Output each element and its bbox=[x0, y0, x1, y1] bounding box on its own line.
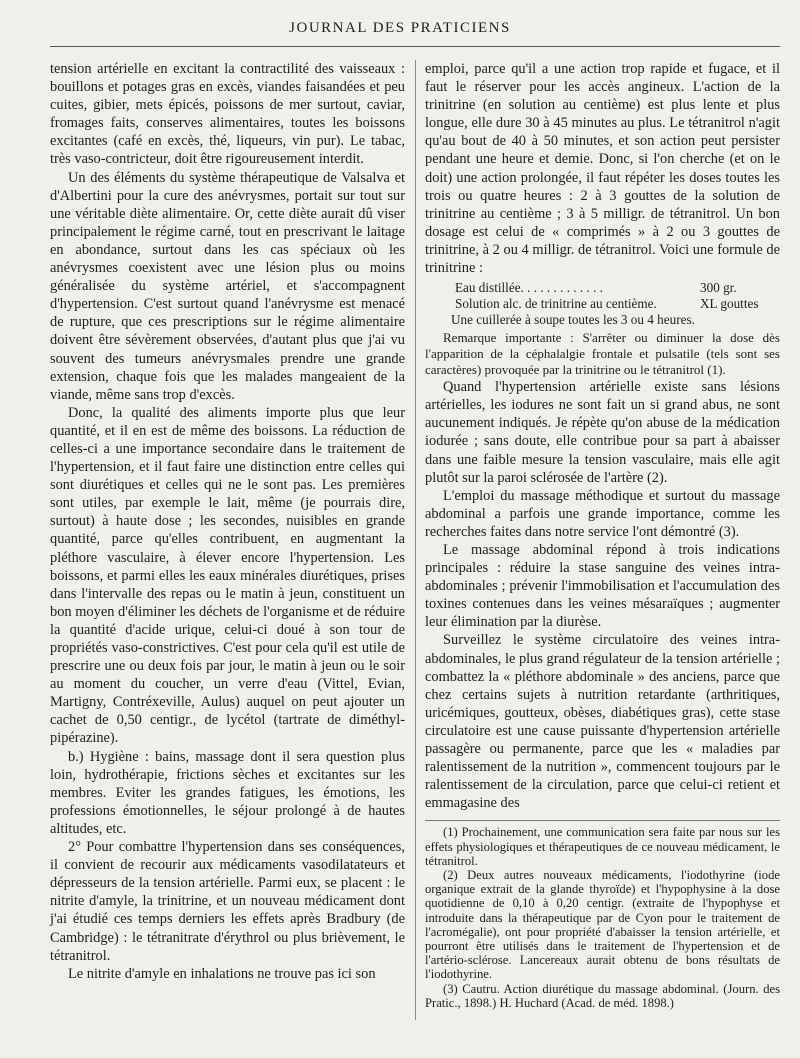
paragraph: b.) Hygiène : bains, massage dont il sera question plus loin, hydrothérapie, frictions sèches et excitantes sur les membres. Eviter les grandes fatigues, les émotions, les professions émotionnelles, le séjour prolongé à de hautes altitudes, etc. bbox=[50, 748, 405, 837]
paragraph: L'emploi du massage méthodique et surtout du massage abdominal a parfois une grande importance, comme les recherches faites dans notre service l'ont démontré (3). bbox=[425, 487, 780, 540]
paragraph: emploi, parce qu'il a une action trop rapide et fugace, et il faut le réserver pour les accès angineux. L'action de la trinitrine (en solution au centième) est plus lente et plus longue, elle dure 30 à 45 minutes au plus. Le tétranitrol n'agit qu'au bout de 40 à 50 minutes, et son action peut persister pendant une heure et demie. Donc, si l'on cherche (et on le doit) une action prolongée, il faut répéter les doses toutes les trois ou quatre heures : 2 à 3 gouttes de la solution de trinitrine au centième ; 3 à 5 milligr. de tétranitrol. Un bon dosage est celui de « comprimés » à 2 ou 3 gouttes de trinitrine, à 2 ou 4 milligr. de tétranitrol. Voici une formule de trinitrine : bbox=[425, 61, 780, 277]
footnote-rule bbox=[425, 820, 780, 821]
column-divider bbox=[415, 60, 416, 1020]
paragraph: tension artérielle en excitant la contractilité des vaisseaux : bouillons et potages gras en excès, viandes faisandées et peu cuites, gibier, mets épicés, poissons de mer surtout, caviar, fromages faits, conserves alimentaires, toutes les boissons excitantes (café en excès, thé, liqueurs, vin pur). Le tabac, très vaso-contricteur, doit être rigoureusement interdit. bbox=[50, 61, 405, 168]
prescription-formula bbox=[425, 280, 780, 328]
formula-ingredient: Solution alc. de trinitrine au centième. bbox=[455, 296, 657, 312]
paragraph: Donc, la qualité des aliments importe plus que leur quantité, et il en est de même des boissons. La réduction de celles-ci a une importance secondaire dans le traitement de l'hypertension, et il faut faire une distinction entre celles qui sont diurétiques et celles qui ne le sont pas. Les premières sont utiles, par exemple le lait, même (je pourrais dire, surtout) à haute dose ; les secondes, nuisibles en grande quantité, parce qu'elles contribuent, en augmentant la pléthore vasculaire, à élever encore l'hypertension. Les boissons, et parmi elles les eaux minérales diurétiques, prises dans l'intervalle des repas ou le matin à jeun, constituent un bon moyen d'éliminer les déchets de l'organisme et de réduire la quantité d'acide urique, celui-ci doué à son tour de propriétés vaso-constrictives. C'est pour cela qu'il est utile de prescrire une ou deux fois par jour, le matin à jeun ou le soir au moment du coucher, un verre d'eau (Vittel, Evian, Martigny, Contréxeville, Aulus) auquel on peut ajouter un cachet de 0,50 centigr., de lycétol (tartrate de diméthyl-pipérazine). bbox=[50, 404, 405, 747]
right-column bbox=[425, 60, 780, 1010]
paragraph: Le massage abdominal répond à trois indications principales : réduire la stase sanguine des veines intra-abdominales ; prévenir l'immobilisation et l'accumulation des toxines contenues dans les veines mésaraïques ; augmenter leur élimination par la diurèse. bbox=[425, 541, 780, 631]
footnote: (2) Deux autres nouveaux médicaments, l'iodothyrine (iode organique extrait de la glande thyroïde) et l'hypophysine à la dose quotidienne de 0,10 à 0,20 centigr. (extraite de l'hypophyse et introduite dans la thérapeutique par de Cyon pour le traitement de l'acromégalie), ont pour propriété d'abaisser la tension artérielle, et pourront être utilisés dans le traitement de l'hypertension et de l'artério-sclérose. Lancereaux aurait obtenu de bons résultats de l'iodothyrine. bbox=[425, 867, 780, 982]
header-rule bbox=[50, 46, 780, 47]
formula-row bbox=[425, 296, 780, 312]
paragraph: Un des éléments du système thérapeutique de Valsalva et d'Albertini pour la cure des anévrysmes, portait sur tout sur une véritable diète alimentaire. Or, cette diète aurait dû viser principalement le régime carné, tout en prescrivant le laitage en abondance, surtout dans les cas spéciaux où les anévrysmes coexistent avec une lésion plus ou moins généralisée du système artériel, et s'accompagnent d'hypertension. C'est surtout quand l'anévrysme est menacé de rupture, que ces prescriptions sur le régime alimentaire doivent être sévèrement observées, d'autant plus que j'ai vu souvent des tumeurs anévrysmales prendre une grande extension, chaque fois que les malades mangeaient de la viande, même sans trop d'excès. bbox=[50, 169, 405, 403]
footnote: (1) Prochainement, une communication sera faite par nous sur les effets physiologiques et thérapeutiques de ce nouveau médicament, le tétranitrol. bbox=[425, 825, 780, 868]
formula-quantity: 300 gr. bbox=[700, 280, 737, 296]
left-column bbox=[50, 60, 405, 983]
formula-row bbox=[425, 280, 780, 296]
paragraph: 2° Pour combattre l'hypertension dans ses conséquences, il convient de recourir aux médicaments vasodilatateurs et dépresseurs de la tension artérielle. Parmi eux, se placent : le nitrite d'amyle, la trinitrine, et un nouveau médicament dont j'ai étudié ces temps derniers les effets après Bradbury (de Cambridge) : le tétranitrate d'érythrol ou plus brièvement, le tétranitrol. bbox=[50, 839, 405, 964]
paragraph: Le nitrite d'amyle en inhalations ne trouve pas ici son bbox=[68, 965, 376, 982]
footnote: (3) Cautru. Action diurétique du massage abdominal. (Journ. des Pratic., 1898.) H. Huchard (Acad. de méd. 1898.) bbox=[425, 981, 780, 1010]
formula-quantity: XL gouttes bbox=[700, 296, 759, 312]
paragraph: Surveillez le système circulatoire des veines intra-abdominales, le plus grand régulateur de la tension artérielle ; combattez la « pléthore abdominale » des anciens, parce que chez certains sujets à nutrition retardante (arthritiques, uricémiques, goutteux, obèses, diabétiques gras), cette stase circulatoire est une cause puissante d'hypertension artérielle passagère ou permanente, parce que les « maladies par ralentissement de la nutrition », commencent toujours par le ralentissement de la circulation, parce que celui-ci retient et emmagasine des bbox=[425, 632, 780, 812]
formula-dosage-note: Une cuillerée à soupe toutes les 3 ou 4 heures. bbox=[451, 312, 695, 328]
formula-ingredient: Eau distillée. . . . . . . . . . . . . bbox=[455, 280, 603, 296]
running-header: JOURNAL DES PRATICIENS bbox=[289, 20, 511, 36]
paragraph: Quand l'hypertension artérielle existe sans lésions artérielles, les iodures ne sont fait un si grand abus, ne sont aucunement indiqués. Je répète qu'on abuse de la médication iodurée ; sans doute, elle contribue pour sa part à abaisser dans une faible mesure la tension vasculaire, mais elle agit plutôt sur la paroi sclérosée de l'artère (2). bbox=[425, 379, 780, 486]
important-remark: Remarque importante : S'arrêter ou diminuer la dose dès l'apparition de la céphalalgie frontale et pulsatile (tels sont ses caractères) provoquée par la trinitrine ou le tétranitrol (1). bbox=[425, 330, 780, 378]
